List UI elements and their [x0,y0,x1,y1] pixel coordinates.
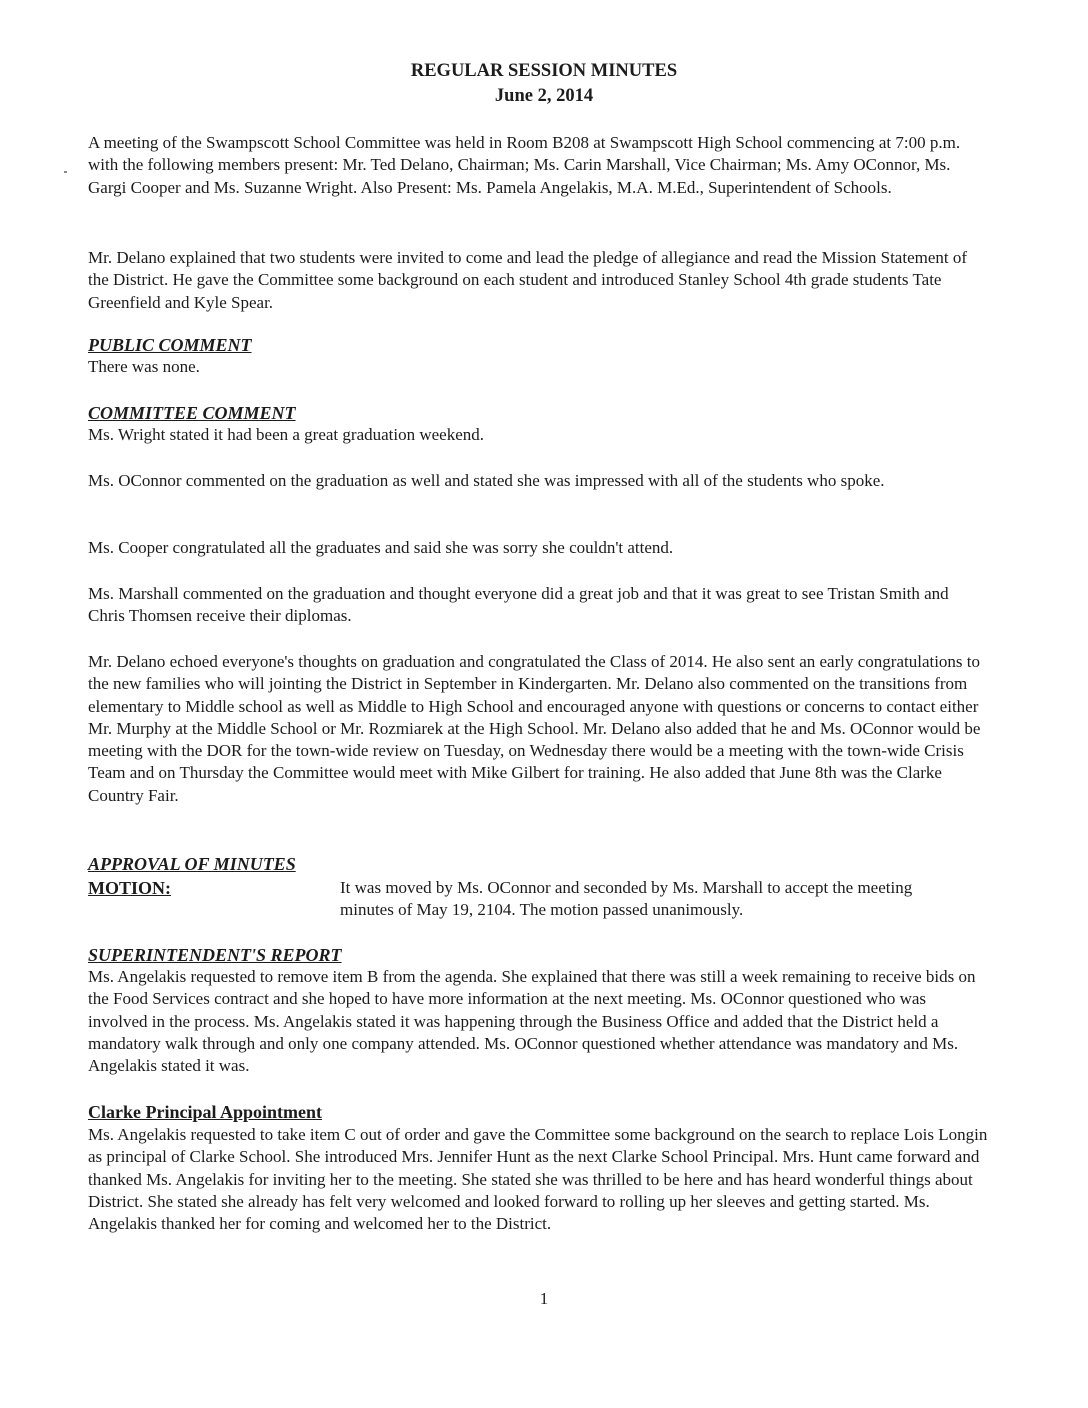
superintendent-heading: SUPERINTENDENT'S REPORT [88,945,342,965]
comment-delano: Mr. Delano echoed everyone's thoughts on graduation and congratulated the Class of 2014. He also sent an early congratulations to the new families who will jointing the District in September in Kindergarten. Mr. Delano also commented on the transitions from elementary to Middle school as well as Middle to High School and encouraged anyone with questions or concerns to contact either Mr. Murphy at the Middle School or Mr. Rozmiarek at the High School. Mr. Delano also added that he and Ms. OConnor would be meeting with the DOR for the town-wide review on Tuesday, on Wednesday there would be a meeting with the town-wide Crisis Team and on Thursday the Committee would meet with Mike Gilbert for training. He also added that June 8th was the Clarke Country Fair. [88,652,981,805]
motion-text: It was moved by Ms. OConnor and seconded by Ms. Marshall to accept the meeting minutes of May 19, 2104. The motion passed unanimously. [340,878,913,920]
superintendent-text: Ms. Angelakis requested to remove item B from the agenda. She explained that there was still a week remaining to receive bids on the Food Services contract and she hoped to have more information at the next meeting. Ms. OConnor questioned who was involved in the process. Ms. Angelakis stated it was happening through the Business Office and added that the District held a mandatory walk through and only one company attended. Ms. OConnor questioned whether attendance was mandatory and Ms. Angelakis stated it was. [88,967,976,1076]
approval-heading: APPROVAL OF MINUTES [88,854,296,874]
comment-wright: Ms. Wright stated it had been a great graduation weekend. [88,425,485,444]
scan-speck [64,171,67,173]
public-comment-heading: PUBLIC COMMENT [88,335,252,355]
pledge-paragraph: Mr. Delano explained that two students were invited to come and lead the pledge of allegiance and read the Mission Statement of the District. He gave the Committee some background on each student and introduced Stanley School 4th grade students Tate Greenfield and Kyle Spear. [88,248,968,312]
page-number: 1 [539,1289,549,1308]
clarke-text: Ms. Angelakis requested to take item C out of order and gave the Committee some background on the search to replace Lois Longin as principal of Clarke School. She introduced Mrs. Jennifer Hunt as the next Clarke School Principal. Mrs. Hunt came forward and thanked Ms. Angelakis for inviting her to the meeting. She stated she was thrilled to be here and has heard wonderful things about District. She stated she already has felt very welcomed and looked forward to rolling up her sleeves and getting started. Ms. Angelakis thanked her for coming and welcomed her to the District. [88,1125,988,1234]
document-date: June 2, 2014 [494,86,594,106]
comment-marshall: Ms. Marshall commented on the graduation and thought everyone did a great job and that it was great to see Tristan Smith and Chris Thomsen receive their diplomas. [88,584,949,626]
attendance-paragraph: A meeting of the Swampscott School Committee was held in Room B208 at Swampscott High School commencing at 7:00 p.m. with the following members present: Mr. Ted Delano, Chairman; Ms. Carin Marshall, Vice Chairman; Ms. Amy OConnor, Ms. Gargi Cooper and Ms. Suzanne Wright. Also Present: Ms. Pamela Angelakis, M.A. M.Ed., Superintendent of Schools. [88,133,961,197]
document-title: REGULAR SESSION MINUTES [410,61,678,81]
motion-label: MOTION: [88,878,171,898]
comment-cooper: Ms. Cooper congratulated all the graduates and said she was sorry she couldn't attend. [88,538,674,557]
committee-comment-heading: COMMITTEE COMMENT [88,403,296,423]
comment-oconnor: Ms. OConnor commented on the graduation as well and stated she was impressed with all of the students who spoke. [88,471,885,490]
clarke-heading: Clarke Principal Appointment [88,1102,323,1122]
public-comment-text: There was none. [88,357,200,376]
